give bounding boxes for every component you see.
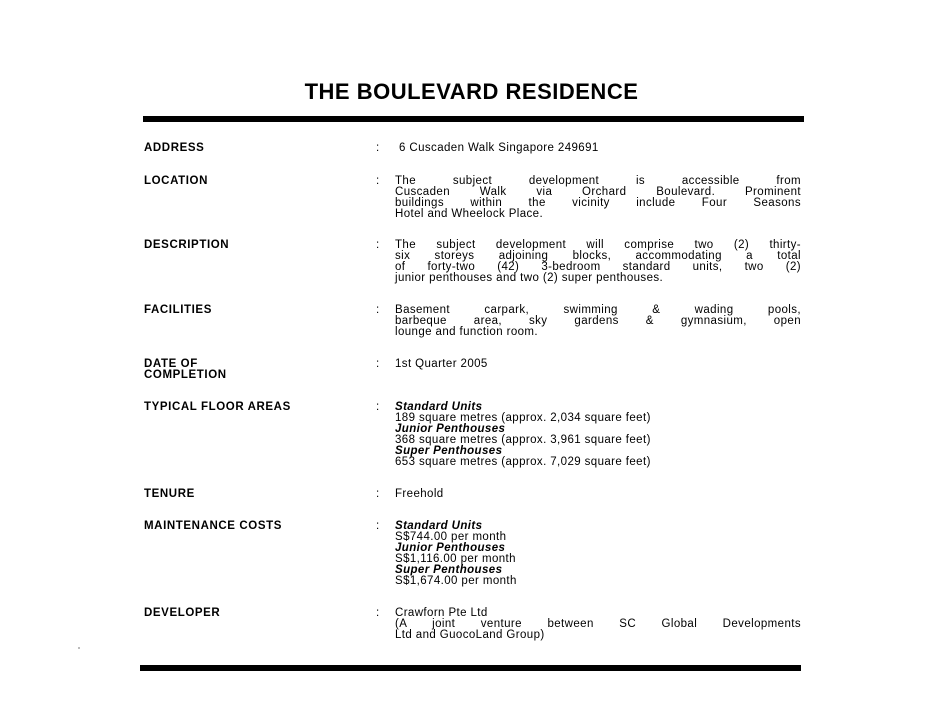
- maintenance-heading: Junior Penthouses: [395, 541, 506, 554]
- description-line: junior penthouses and two (2) super penthouses.: [395, 271, 664, 284]
- developer-colon: :: [376, 607, 380, 619]
- floor-area-heading: Super Penthouses: [395, 444, 503, 457]
- facilities-colon: :: [376, 304, 380, 316]
- facilities-line: Basement carpark, swimming & wading pools,: [395, 304, 801, 316]
- location-line: buildings within the vicinity include Four Seasons: [395, 196, 801, 209]
- completion-label: [144, 359, 369, 381]
- description-value: [395, 240, 801, 284]
- developer-line: Crawforn Pte Ltd: [395, 607, 488, 619]
- floor-area-heading: Junior Penthouses: [395, 422, 506, 435]
- floor-area-value: 189 square metres (approx. 2,034 square feet): [395, 411, 651, 424]
- completion-label-line: COMPLETION: [144, 369, 227, 381]
- floor-areas-colon: :: [376, 401, 380, 413]
- description-label: DESCRIPTION: [144, 239, 230, 251]
- location-line: The subject development is accessible from: [395, 175, 801, 187]
- document-title: THE BOULEVARD RESIDENCE: [304, 79, 639, 104]
- floor-area-heading: Standard Units: [395, 401, 483, 413]
- description-line: of forty-two (42) 3-bedroom standard units, two (2): [395, 260, 801, 273]
- developer-line: Ltd and GuocoLand Group): [395, 628, 545, 641]
- developer-line: (A joint venture between SC Global Developments: [395, 617, 801, 630]
- maintenance-label: MAINTENANCE COSTS: [144, 520, 282, 532]
- maintenance-amount: S$744.00 per month: [395, 530, 507, 543]
- description-line: six storeys adjoining blocks, accommodating a total: [395, 249, 801, 262]
- location-line: Cuscaden Walk via Orchard Boulevard. Prominent: [395, 185, 801, 198]
- floor-area-value: 368 square metres (approx. 3,961 square feet): [395, 433, 651, 446]
- completion-label-line: DATE OF: [144, 358, 198, 370]
- address-value: 6 Cuscaden Walk Singapore 249691: [399, 142, 599, 154]
- address-label: ADDRESS: [144, 142, 205, 154]
- developer-value: [395, 608, 801, 641]
- location-value: [395, 176, 801, 220]
- facilities-label: FACILITIES: [144, 304, 212, 316]
- facilities-line: lounge and function room.: [395, 325, 538, 338]
- tenure-label: TENURE: [144, 488, 195, 500]
- tenure-colon: :: [376, 488, 380, 500]
- address-colon: :: [376, 142, 380, 154]
- maintenance-heading: Standard Units: [395, 520, 483, 532]
- maintenance-heading: Super Penthouses: [395, 563, 503, 576]
- maintenance-colon: :: [376, 520, 380, 532]
- top-divider: [143, 116, 804, 122]
- floor-areas-label: TYPICAL FLOOR AREAS: [144, 401, 291, 413]
- location-label: LOCATION: [144, 175, 208, 187]
- completion-colon: :: [376, 358, 380, 370]
- location-line: Hotel and Wheelock Place.: [395, 207, 544, 220]
- location-colon: :: [376, 175, 380, 187]
- maintenance-value: [395, 521, 801, 586]
- floor-area-value: 653 square metres (approx. 7,029 square feet): [395, 455, 651, 468]
- maintenance-amount: S$1,674.00 per month: [395, 574, 517, 587]
- scan-speck: [78, 647, 80, 649]
- developer-label: DEVELOPER: [144, 607, 221, 619]
- description-line: The subject development will comprise two (2) thirty-: [395, 239, 801, 251]
- completion-value: 1st Quarter 2005: [395, 358, 488, 370]
- facilities-line: barbeque area, sky gardens & gymnasium, open: [395, 314, 801, 327]
- maintenance-amount: S$1,116.00 per month: [395, 552, 516, 565]
- floor-areas-value: [395, 402, 801, 467]
- tenure-value: Freehold: [395, 488, 444, 500]
- description-colon: :: [376, 239, 380, 251]
- facilities-value: [395, 305, 801, 338]
- bottom-divider: [140, 665, 801, 671]
